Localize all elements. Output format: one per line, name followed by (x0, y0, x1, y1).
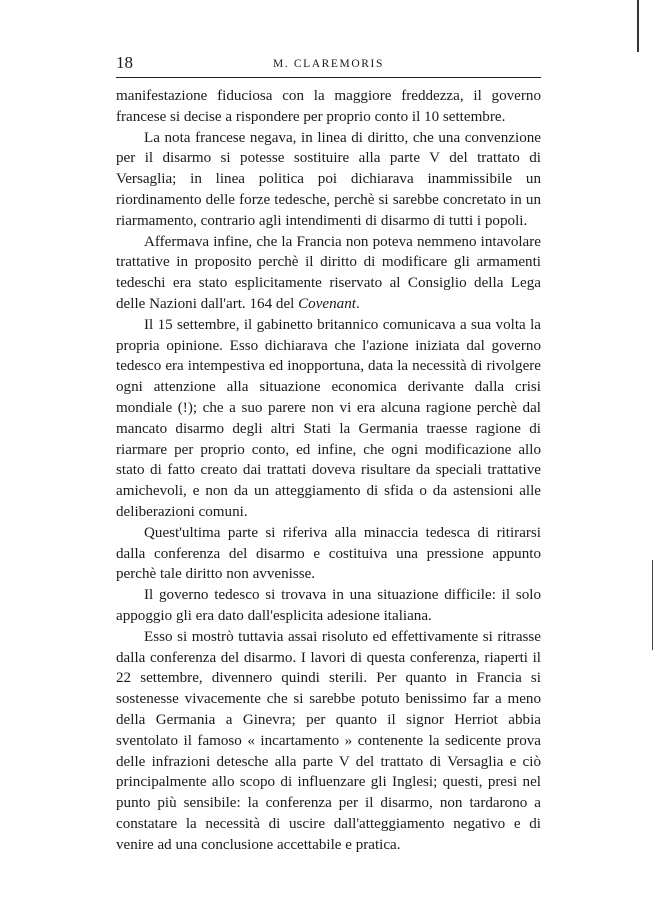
header-rule (116, 77, 541, 78)
paragraph-text: Affermava infine, che la Francia non poteva nemmeno intavolare trattative in proposito perchè il diritto di modificare gli armamenti tedeschi era stato esplicitamente riservato al Consiglio della Lega delle Nazioni dall'art. 164 del (116, 233, 541, 312)
running-head: M. CLAREMORIS (273, 58, 384, 70)
paragraph: Il 15 settembre, il gabinetto britannico comunicava a sua volta la propria opinione. Esso dichiarava che l'azione iniziata dal governo tedesco era intempestiva ed inopportuna, data la necessità di rivolgere ogni attenzione alla situazione economica derivante dalla crisi mondiale (!); che a suo parere non vi era alcuna ragione perchè dal mancato disarmo degli altri Stati la Germania traesse ragione di riarmare per proprio conto, ed infine, che ogni modificazione allo stato di fatto creato dai trattati doveva risultare da speciali trattative amichevoli, e non da un atteggiamento di sfida o da astensioni alle deliberazioni comuni. (116, 316, 541, 520)
italic-term: Covenant (298, 295, 356, 312)
paragraph: La nota francese negava, in linea di diritto, che una convenzione per il disarmo si potesse sostituire alla parte V del trattato di Versaglia; in linea politica poi dichiarava inammissibile un riordinamento delle forze tedesche, perchè si sarebbe concretato in un riarmamento, contrario agli intendimenti di disarmo di tutti i popoli. (116, 129, 541, 229)
paragraph-continued: manifestazione fiduciosa con la maggiore freddezza, il governo francese si decise a rispondere per proprio conto il 10 settembre. (116, 88, 541, 125)
paragraph-text: . (355, 295, 360, 312)
page-header (116, 52, 541, 74)
paragraph: Esso si mostrò tuttavia assai risoluto ed effettivamente si ritrasse dalla conferenza del disarmo. I lavori di questa conferenza, riaperti il 22 settembre, divennero quindi sterili. Per quanto in Francia si sostenesse vivacemente che si sarebbe potuto benissimo far a meno della Germania a Ginevra; per quanto il signor Herriot abbia sventolato il famoso « incartamento » contenente la sedicente prova delle infrazioni detesche alla parte V del trattato di Versaglia e ciò principalmente allo scopo di influenzare gli Inglesi; questi, presi nel punto più sensibile: la conferenza per il disarmo, non tardarono a constatare la necessità di uscire dall'atteggiamento negativo e di venire ad una conclusione accettabile e pratica. (116, 628, 541, 853)
paragraph: Il governo tedesco si trovava in una situazione difficile: il solo appoggio gli era dato dall'esplicita adesione italiana. (116, 587, 541, 624)
paragraph: Quest'ultima parte si riferiva alla minaccia tedesca di ritirarsi dalla conferenza del disarmo e costituiva una pressione appunto perchè tale diritto non avvenisse. (116, 524, 541, 583)
body-text (116, 86, 541, 855)
paragraph (116, 232, 541, 315)
page-number: 18 (116, 53, 133, 72)
page-edge-mark (637, 0, 639, 52)
